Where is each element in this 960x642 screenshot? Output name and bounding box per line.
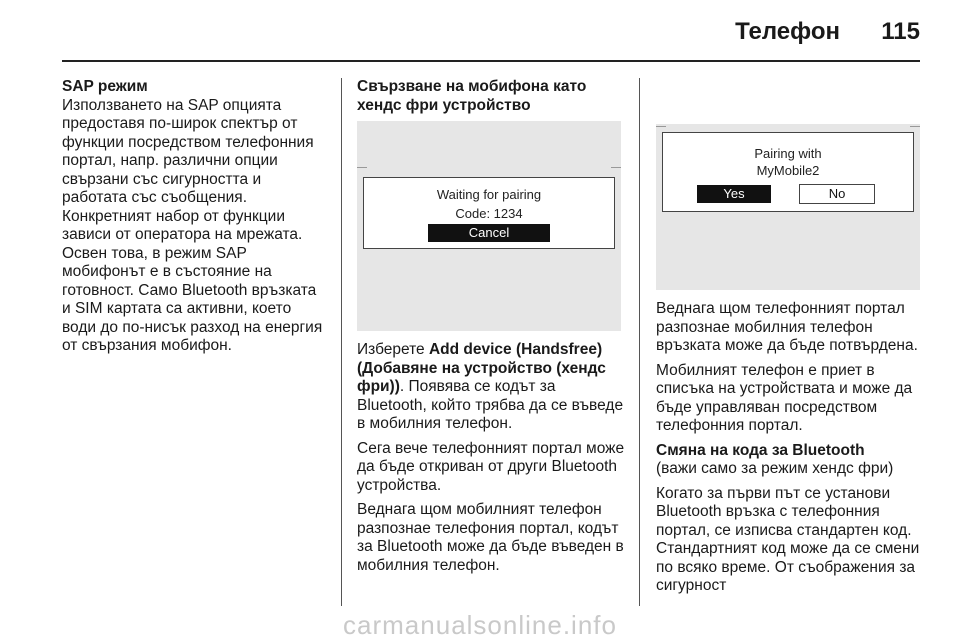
watermark-text: carmanualsonline.info <box>343 610 617 640</box>
sap-mode-text: Използването на SAP опцията предоставя по-широк спектър от функции посредством телефонния портал, напр. различни опции свързани със сигурността и работата със съобщения. Конкретният набор от функции зависи от оператора на мрежата. Освен това, в режим SAP мобифонът е в състояние на готовност. Само Bluetooth връзката и SIM картата са активни, което води до по-нисък разход на енергия от свързания мобифон. <box>62 96 323 354</box>
cancel-button: Cancel <box>428 224 550 242</box>
column-3 <box>656 78 926 602</box>
device-name-text: MyMobile2 <box>756 163 820 178</box>
add-device-option-label: Add device (Handsfree) (Добавяне на устройство (хендс фри)) <box>357 341 606 395</box>
instruction-suffix: . Появява се кодът за Bluetooth, който трябва да се въведе в мобилния телефон. <box>357 378 624 432</box>
sap-mode-heading: SAP режим <box>62 78 148 95</box>
section-title: Телефон <box>735 18 840 45</box>
standard-code-text: Когато за първи път се установи Bluetooth връзка с телефонния портал, се изписва стандартен код. Стандартният код може да се смени по всяко време. От съображения за сигурност <box>656 484 920 594</box>
instruction-prefix: Изберете <box>357 341 429 358</box>
column-divider-1 <box>341 78 342 606</box>
column-1 <box>62 78 327 362</box>
page-header <box>62 0 920 60</box>
column-2 <box>357 78 627 581</box>
add-device-instruction <box>357 341 627 434</box>
yes-button: Yes <box>697 185 771 203</box>
pairing-with-screen-image <box>656 124 920 290</box>
change-code-heading: Смяна на кода за Bluetooth <box>656 441 865 459</box>
no-button: No <box>799 184 875 204</box>
display-panel <box>662 132 914 212</box>
column-divider-2 <box>639 78 640 606</box>
confirm-connection-text: Веднага щом телефонният портал разпознае мобилния телефон връзката може да бъде потвърдена. <box>656 300 918 354</box>
enter-code-text: Веднага щом мобилният телефон разпознае телефония портал, кодът за Bluetooth може да бъде въведен в мобилния телефон. <box>357 501 624 574</box>
page-number: 115 <box>881 18 920 45</box>
connect-handsfree-heading: Свързване на мобифона като хендс фри устройство <box>357 78 587 114</box>
discoverable-text: Сега вече телефонният портал може да бъде откриван от други Bluetooth устройства. <box>357 439 625 494</box>
handsfree-only-note: (важи само за режим хендс фри) <box>656 460 894 477</box>
device-accepted-text: Мобилният телефон е приет в списъка на устройствата и може да бъде управляван посредством телефонния портал. <box>656 361 913 434</box>
waiting-text: Waiting for pairing <box>436 187 542 202</box>
watermark <box>0 610 960 641</box>
code-text: Code: 1234 <box>455 206 523 221</box>
display-panel <box>363 177 615 249</box>
header-divider <box>62 60 920 62</box>
waiting-pairing-screen-image <box>357 121 621 331</box>
pairing-with-text: Pairing with <box>754 146 822 161</box>
